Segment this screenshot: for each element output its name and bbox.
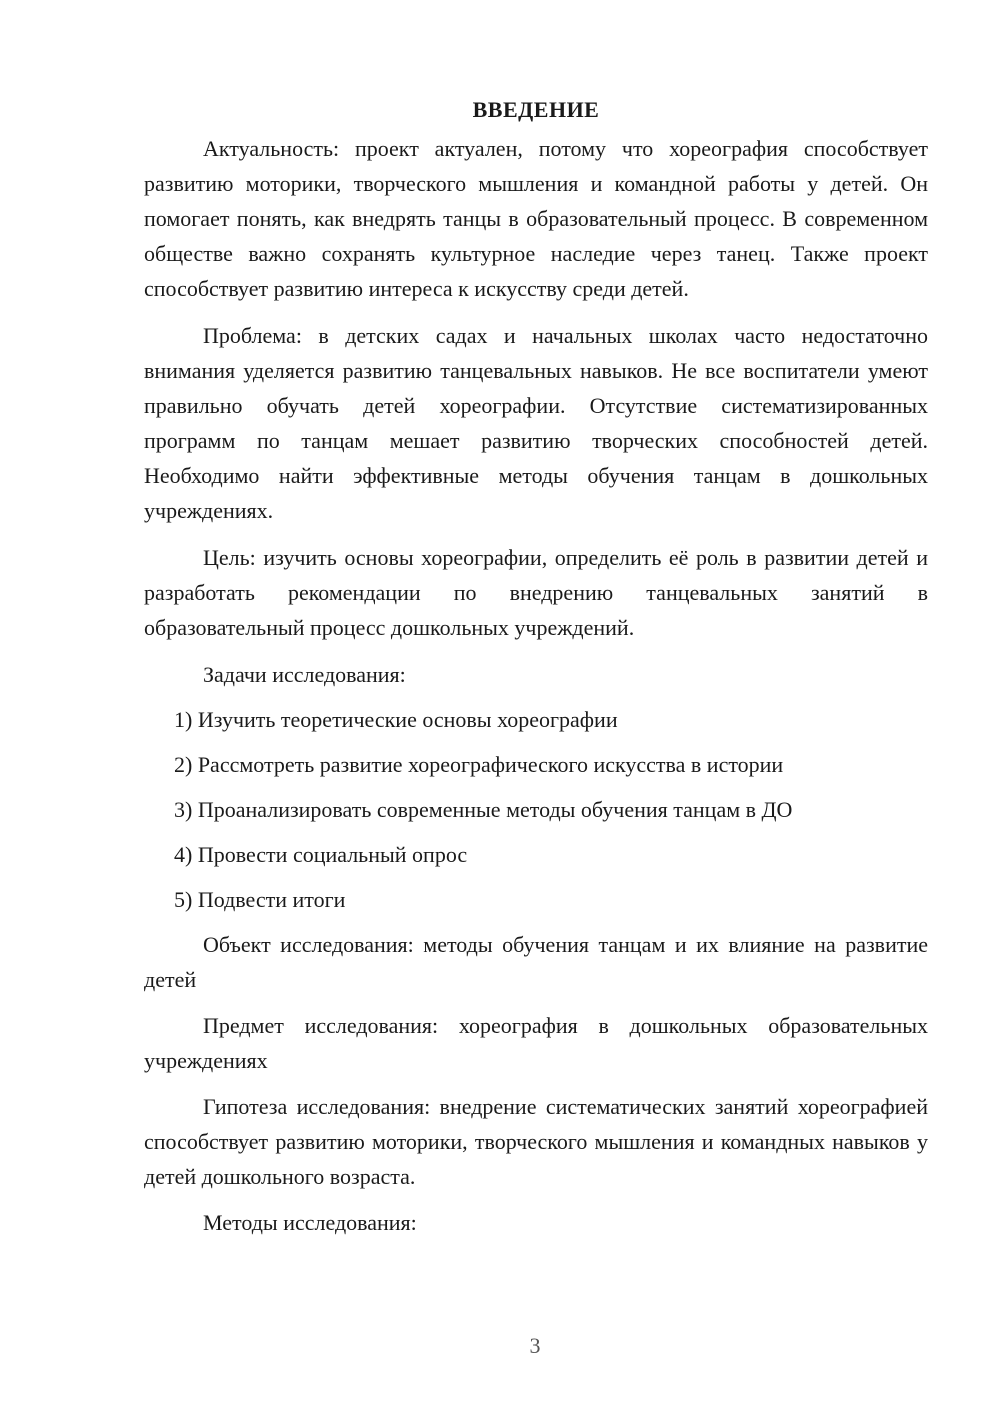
tasks-heading: Задачи исследования: bbox=[203, 662, 406, 687]
relevance-paragraph: Актуальность: проект актуален, потому что хореография способствует развитию моторики, творческого мышления и командной работы у детей. Он помогает понять, как внедрять танцы в образовательный процесс. В современном обществе важно сохранять культурное наследие через танец. Также проект способствует развитию интереса к искусству среди детей. bbox=[144, 136, 928, 301]
list-item: 3) Проанализировать современные методы обучения танцам в ДО bbox=[174, 797, 793, 822]
list-item: 5) Подвести итоги bbox=[174, 887, 346, 912]
methods-heading: Методы исследования: bbox=[203, 1210, 417, 1235]
problem-paragraph: Проблема: в детских садах и начальных школах часто недостаточно внимания уделяется развитию танцевальных навыков. Не все воспитатели умеют правильно обучать детей хореографии. Отсутствие систематизированных программ по танцам мешает развитию творческих способностей детей. Необходимо найти эффективные методы обучения танцам в дошкольных учреждениях. bbox=[144, 323, 928, 523]
object-paragraph: Объект исследования: методы обучения танцам и их влияние на развитие детей bbox=[144, 932, 928, 992]
document-page bbox=[144, 92, 928, 1251]
list-item: 1) Изучить теоретические основы хореографии bbox=[174, 707, 618, 732]
section-title: ВВЕДЕНИЕ bbox=[472, 97, 600, 122]
tasks-list bbox=[144, 702, 928, 917]
list-item: 2) Рассмотреть развитие хореографического искусства в истории bbox=[174, 752, 784, 777]
list-item: 4) Провести социальный опрос bbox=[174, 842, 468, 867]
subject-paragraph: Предмет исследования: хореография в дошкольных образовательных учреждениях bbox=[144, 1013, 928, 1073]
hypothesis-paragraph: Гипотеза исследования: внедрение систематических занятий хореографией способствует развитию моторики, творческого мышления и командных навыков у детей дошкольного возраста. bbox=[144, 1094, 928, 1189]
goal-paragraph: Цель: изучить основы хореографии, определить её роль в развитии детей и разработать рекомендации по внедрению танцевальных занятий в образовательный процесс дошкольных учреждений. bbox=[144, 545, 928, 640]
page-number: 3 bbox=[529, 1333, 541, 1358]
